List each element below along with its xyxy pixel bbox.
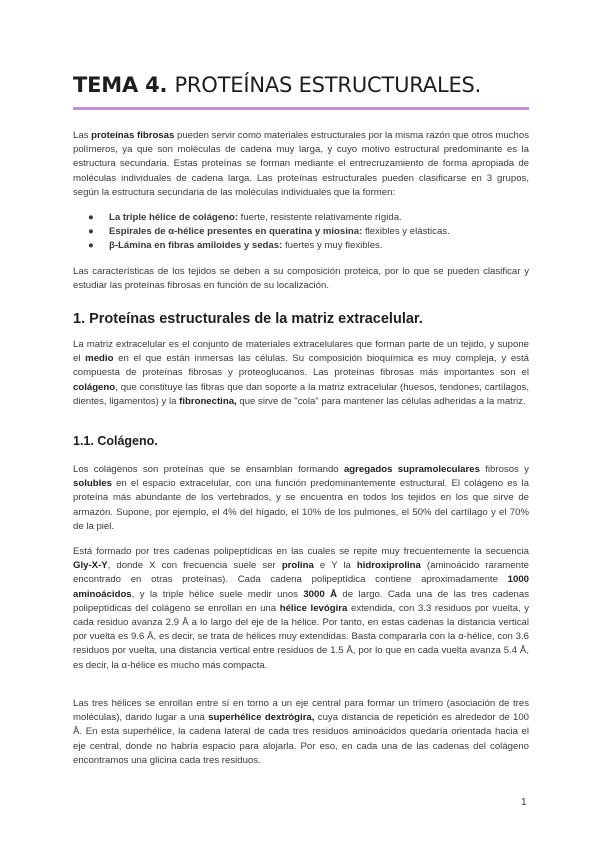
matrix-paragraph: La matriz extracelular es el conjunto de materiales extracelulares que forman parte de un tejido, y supone el medio en el que están inmersas las células. Su composición bioquímica es muy compleja, y está compuesta de proteínas fibrosas y proteoglucanos. Las proteínas fibrosas más importantes son el colágeno, que constituye las fibras que dan soporte a la matriz extracelular (huesos, tendones, cartílagos, dientes, ligamentos) y la fibronectina, que sirve de "cola" para mantener las células adheridas a la matriz. <box>73 339 529 407</box>
list-item: ● La triple hélice de colágeno: fuerte, resistente relativamente rígida. <box>88 211 528 225</box>
collagen-paragraph-2: Está formado por tres cadenas polipeptídicas en las cuales se repite muy frecuentemente la secuencia Gly-X-Y, donde X con frecuencia suele ser prolina e Y la hidroxiprolina (aminoácido raramente encontrado en otras proteínas). Cada cadena polipeptídica contiene aproximadamente 1000 aminoácidos, y la triple hélice suele medir unos 3000 Å de largo. Cada una de las tres cadenas polipeptídicas del colágeno se enrollan en una hélice levógira extendida, con 3.3 residuos por vuelta, y cada residuo avanza 2.9 Å a lo largo del eje de la hélice. Por tanto, en estas cadenas la distancia vertical por vuelta es 9.6 Å, es decir, se trata de hélices muy extendidas. Basta compararla con la α-hélice, con 3.6 residuos por vuelta, una distancia vertical entre residuos de 1.5 Å, por lo que en cada vuelta avanza 5.4 Å, es decir, la α-hélice es mucho más compacta. <box>73 546 529 671</box>
term-proteinas-fibrosas: proteínas fibrosas <box>91 130 175 141</box>
bullet-icon: ● <box>88 240 94 252</box>
collagen-paragraph-3: Las tres hélices se enrollan entre sí en torno a un eje central para formar un trímero (asociación de tres moléculas), dando lugar a una superhélice dextrógira, cuya distancia de repetición es alrededor de 100 Å. En esta superhélice, la cadena lateral de cada tres residuos aminoácidos quedaría orientada hacia el eje central, donde no habría espacio para alojarla. Por eso, en cada una de las cadenas del colágeno encontramos una glicina cada tres residuos. <box>73 698 529 766</box>
page-number: 1 <box>521 797 527 808</box>
section-heading: 1. Proteínas estructurales de la matriz extracelular. <box>73 311 423 327</box>
structure-list <box>88 211 528 254</box>
list-item: ● Espirales de α-hélice presentes en queratina y miosina: flexibles y elásticas. <box>88 225 528 239</box>
bullet-icon: ● <box>88 212 94 223</box>
list-item: ● β-Lámina en fibras amiloides y sedas: fuertes y muy flexibles. <box>88 239 528 253</box>
subsection-heading: 1.1. Colágeno. <box>73 434 158 448</box>
title-underline <box>73 107 529 110</box>
intro-paragraph: Las proteínas fibrosas pueden servir como materiales estructurales por la misma razón que otros muchos polímeros, ya que son moléculas de cadena muy larga, y cuyo motivo estructural predominante es la estructura secundaria. Estas proteínas se forman mediante el entrecruzamiento de forma apropiada de moléculas individuales de cadena larga. Las proteínas estructurales pueden clasificarse en 3 grupos, según la estructura secundaria de las moléculas individuales que la formen: <box>73 130 529 198</box>
title-text: PROTEÍNAS ESTRUCTURALES. <box>174 73 482 97</box>
title-number: TEMA 4. <box>73 73 168 97</box>
characteristics-paragraph: Las características de los tejidos se deben a su composición proteica, por lo que se pueden clasificar y estudiar las proteínas fibrosas en función de su localización. <box>73 266 529 292</box>
bullet-icon: ● <box>88 226 94 238</box>
collagen-paragraph-1: Los colágenos son proteínas que se ensamblan formando agregados supramoleculares fibrosos y solubles en el espacio extracelular, con una función predominantemente estructural. El colágeno es la proteína más abundante de los vertebrados, y se encuentra en todos los tejidos en los que sirve de armazón. Supone, por ejemplo, el 4% del hígado, el 10% de los pulmones, el 50% del cartílago y el 70% de la piel. <box>73 464 529 532</box>
page-title <box>73 72 481 98</box>
